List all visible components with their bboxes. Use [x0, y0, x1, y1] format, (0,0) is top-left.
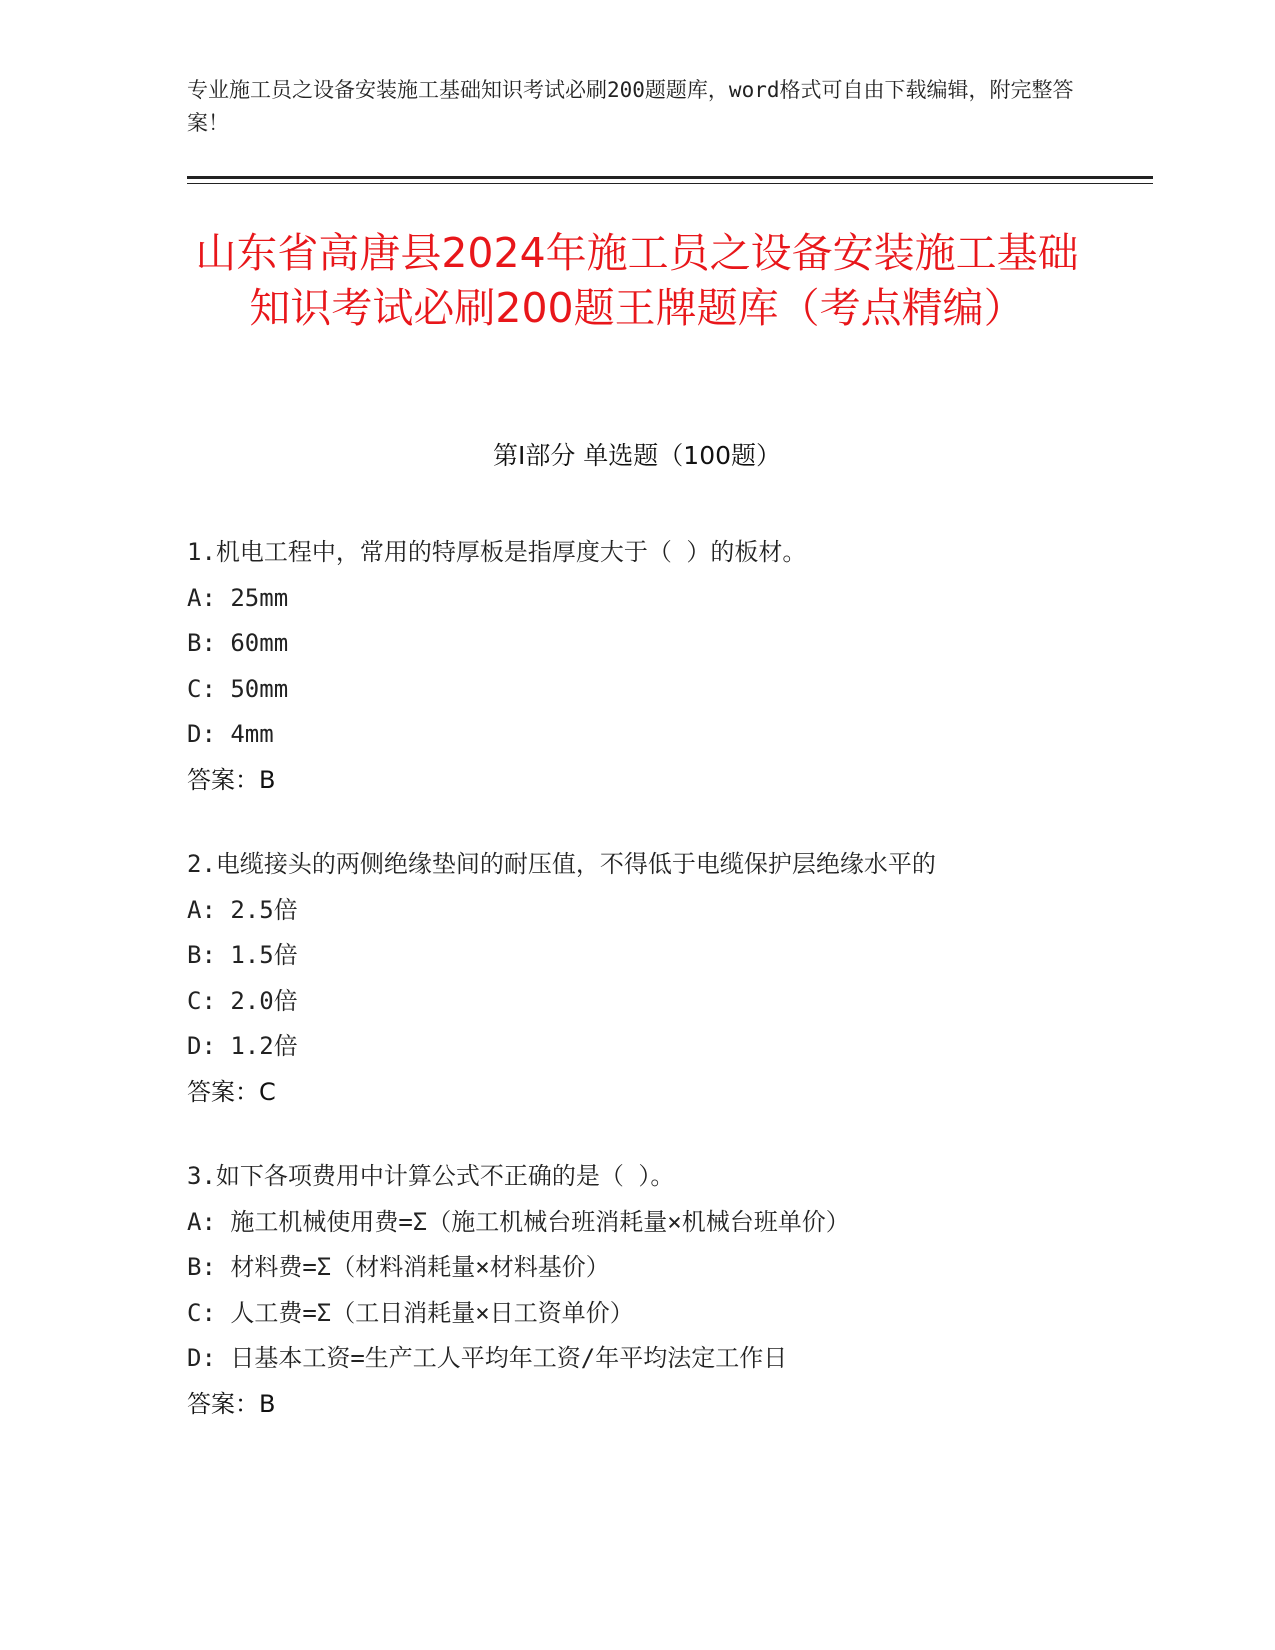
answer: 答案：B: [187, 1389, 276, 1418]
question-stem: 2.电缆接头的两侧绝缘垫间的耐压值，不得低于电缆保护层绝缘水平的: [187, 850, 936, 878]
section-title: 第I部分 单选题（100题）: [492, 441, 782, 470]
option-b: B: 1.5倍: [187, 941, 298, 969]
option-d: D: 日基本工资=生产工人平均年工资/年平均法定工作日: [187, 1344, 788, 1372]
option-c: C: 2.0倍: [187, 986, 298, 1015]
document-title: 山东省高唐县2024年施工员之设备安装施工基础知识考试必刷200题王牌题库（考点精编）: [195, 229, 1079, 332]
question-3: [187, 1154, 1067, 1427]
header-divider-thin: [187, 183, 1153, 184]
option-b: B: 60mm: [187, 629, 289, 657]
question-2: [187, 842, 1067, 1115]
option-a: A: 25mm: [187, 583, 289, 612]
header-divider-thick: [187, 176, 1153, 179]
question-1: [187, 530, 1067, 803]
answer: 答案：C: [187, 1077, 276, 1106]
option-a: A: 施工机械使用费=Σ（施工机械台班消耗量×机械台班单价）: [187, 1207, 850, 1236]
header-note: 专业施工员之设备安装施工基础知识考试必刷200题题库，word格式可自由下载编辑，附完整答案！: [187, 78, 1074, 135]
question-stem: 3.如下各项费用中计算公式不正确的是（ ）。: [187, 1162, 675, 1190]
option-c: C: 人工费=Σ（工日消耗量×日工资单价）: [187, 1298, 634, 1327]
question-list: [187, 530, 1067, 1466]
option-a: A: 2.5倍: [187, 895, 298, 924]
option-b: B: 材料费=Σ（材料消耗量×材料基价）: [187, 1253, 610, 1281]
option-d: D: 4mm: [187, 720, 274, 748]
option-d: D: 1.2倍: [187, 1032, 298, 1060]
question-stem: 1.机电工程中，常用的特厚板是指厚度大于（ ）的板材。: [187, 538, 807, 566]
option-c: C: 50mm: [187, 674, 289, 703]
answer: 答案：B: [187, 765, 276, 794]
